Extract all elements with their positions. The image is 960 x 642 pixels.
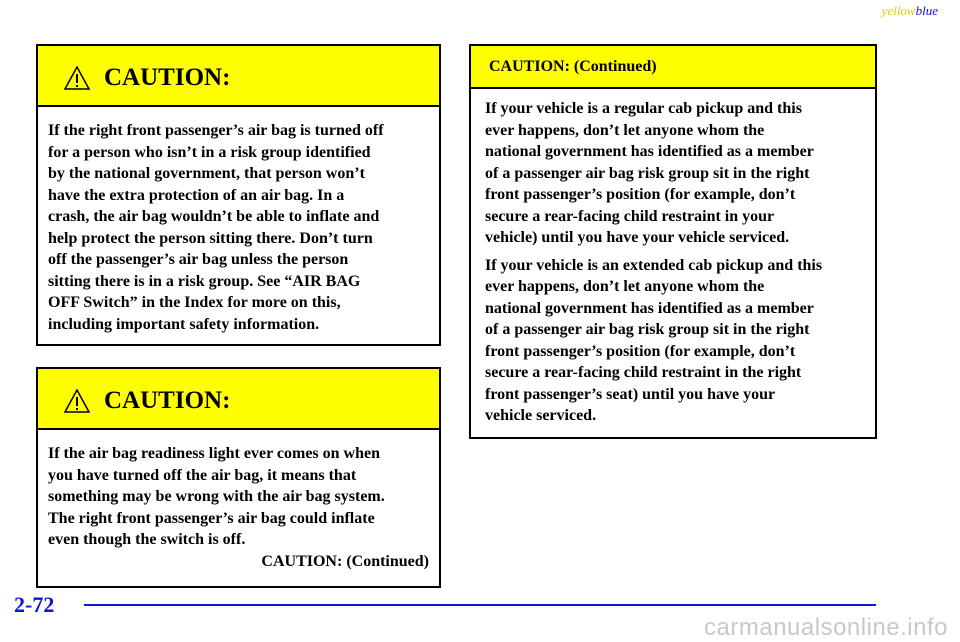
text-line: front passenger’s seat) until you have your bbox=[485, 385, 776, 403]
text-line: help protect the person sitting there. Don’t turn bbox=[48, 229, 373, 247]
caution-header-3 bbox=[471, 46, 875, 89]
caution-header-2 bbox=[38, 369, 439, 430]
corner-mark-blue: blue bbox=[915, 3, 938, 18]
footer-rule bbox=[84, 604, 876, 606]
caution-box-2 bbox=[36, 367, 441, 588]
page-number: 2-72 bbox=[14, 592, 55, 617]
watermark: carmanualsonline.info bbox=[704, 614, 948, 641]
text-line: OFF Switch” in the Index for more on this, bbox=[48, 294, 341, 311]
corner-mark bbox=[882, 3, 938, 19]
text-line: front passenger’s position (for example, don’t bbox=[485, 342, 796, 360]
text-line: by the national government, that person won’t bbox=[48, 165, 365, 182]
caution-box-1 bbox=[36, 44, 441, 346]
text-line: sitting there is in a risk group. See “AIR BAG bbox=[48, 272, 361, 290]
text-line: even though the switch is off. bbox=[48, 531, 246, 548]
caution-title: CAUTION: bbox=[104, 386, 231, 414]
text-line: The right front passenger’s air bag could inflate bbox=[48, 509, 375, 527]
text-line: of a passenger air bag risk group sit in the right bbox=[485, 164, 810, 182]
caution-box-3 bbox=[469, 44, 877, 439]
text-line: off the passenger’s air bag unless the person bbox=[48, 251, 349, 268]
caution-title: CAUTION: bbox=[104, 63, 231, 91]
text-line: If your vehicle is an extended cab pickup and this bbox=[485, 256, 823, 274]
text-line: If the right front passenger’s air bag is turned off bbox=[48, 122, 384, 139]
text-line: vehicle serviced. bbox=[485, 407, 597, 424]
text-line: secure a rear-facing child restraint in the right bbox=[485, 364, 802, 381]
corner-mark-yellow: yellow bbox=[881, 3, 916, 18]
text-line: front passenger’s position (for example, don’t bbox=[485, 186, 796, 203]
text-line: something may be wrong with the air bag system. bbox=[48, 488, 385, 505]
text-line: national government has identified as a member bbox=[485, 299, 814, 317]
text-line: ever happens, don’t let anyone whom the bbox=[485, 278, 765, 295]
text-line: you have turned off the air bag, it means that bbox=[48, 466, 357, 484]
caution-text-1 bbox=[38, 107, 439, 335]
text-line: have the extra protection of an air bag. In a bbox=[48, 186, 345, 204]
text-line: national government has identified as a member bbox=[485, 143, 814, 160]
caution-text-2 bbox=[38, 430, 439, 572]
text-line: ever happens, don’t let anyone whom the bbox=[485, 121, 765, 139]
text-line: for a person who isn’t in a risk group identified bbox=[48, 143, 371, 161]
caution-continued-title: CAUTION: (Continued) bbox=[489, 57, 657, 75]
text-line: of a passenger air bag risk group sit in the right bbox=[485, 321, 810, 338]
paragraph-regular-cab bbox=[485, 98, 863, 249]
text-line: including important safety information. bbox=[48, 315, 320, 333]
caution-header-1 bbox=[38, 46, 439, 107]
paragraph-extended-cab bbox=[485, 255, 863, 427]
warning-triangle-icon bbox=[64, 389, 90, 413]
text-line: secure a rear-facing child restraint in your bbox=[485, 207, 775, 225]
text-line: vehicle) until you have your vehicle serviced. bbox=[485, 229, 790, 246]
continued-note: CAUTION: (Continued) bbox=[261, 552, 429, 570]
text-line: If the air bag readiness light ever comes on when bbox=[48, 445, 380, 462]
text-line: crash, the air bag wouldn’t be able to inflate and bbox=[48, 208, 380, 225]
text-line: If your vehicle is a regular cab pickup and this bbox=[485, 100, 802, 117]
caution-text-3 bbox=[471, 89, 875, 427]
warning-triangle-icon bbox=[64, 66, 90, 90]
